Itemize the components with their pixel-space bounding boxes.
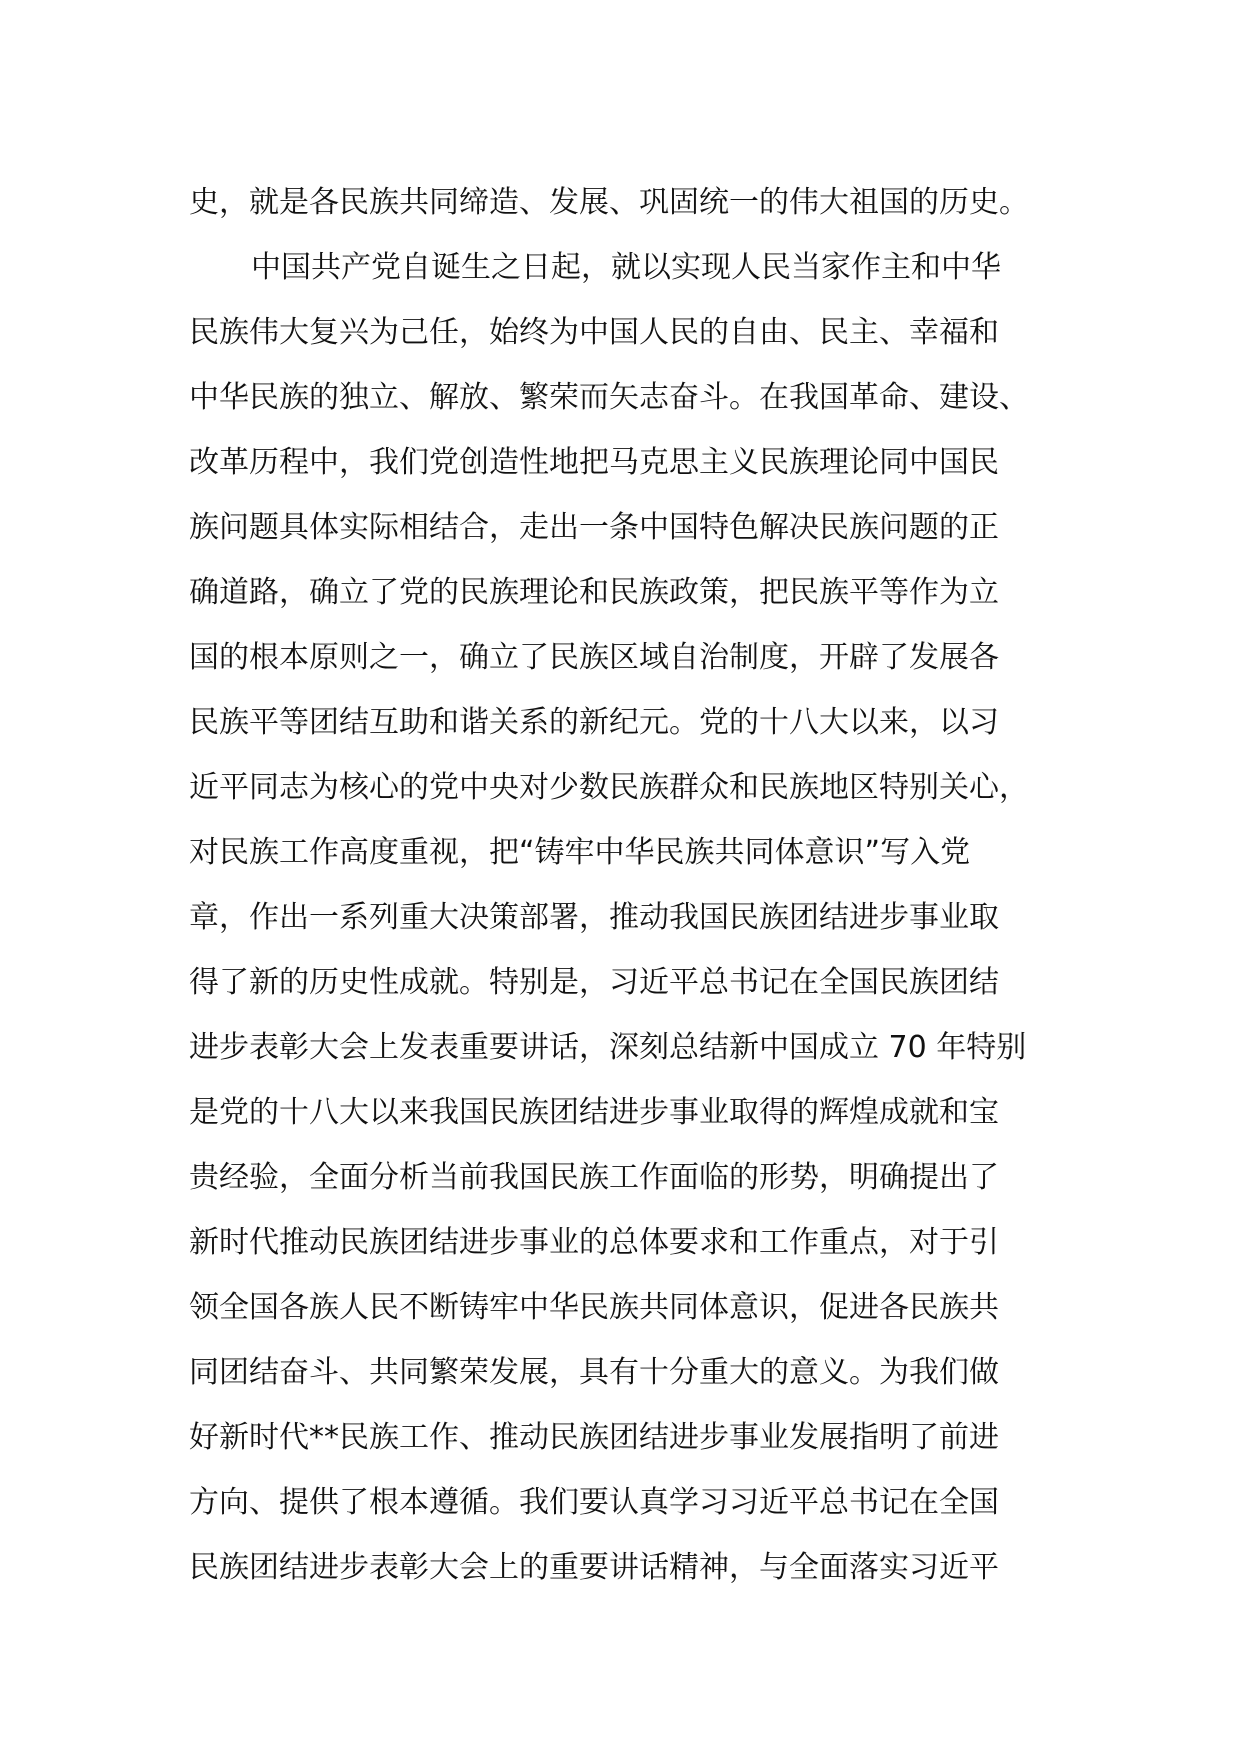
text-line: 民族平等团结互助和谐关系的新纪元。党的十八大以来，以习 [189,705,999,740]
text-line: 进步表彰大会上发表重要讲话，深刻总结新中国成立 70 年特别 [189,1030,1027,1065]
text-line: 领全国各族人民不断铸牢中华民族共同体意识，促进各民族共 [189,1290,999,1325]
text-line: 是党的十八大以来我国民族团结进步事业取得的辉煌成就和宝 [189,1095,999,1130]
text-line: 对民族工作高度重视，把“铸牢中华民族共同体意识”写入党 [189,835,971,870]
text-line: 同团结奋斗、共同繁荣发展，具有十分重大的意义。为我们做 [189,1355,999,1390]
text-line: 方向、提供了根本遵循。我们要认真学习习近平总书记在全国 [189,1485,999,1520]
text-line: 得了新的历史性成就。特别是，习近平总书记在全国民族团结 [189,965,999,1000]
text-line: 史，就是各民族共同缔造、发展、巩固统一的伟大祖国的历史。 [189,185,1029,220]
paragraph-start-line: 中国共产党自诞生之日起，就以实现人民当家作主和中华 [251,250,1001,285]
text-line: 民族团结进步表彰大会上的重要讲话精神，与全面落实习近平 [189,1550,999,1585]
text-line: 贵经验，全面分析当前我国民族工作面临的形势，明确提出了 [189,1160,999,1195]
text-line: 新时代推动民族团结进步事业的总体要求和工作重点，对于引 [189,1225,999,1260]
text-line: 近平同志为核心的党中央对少数民族群众和民族地区特别关心， [189,770,1029,805]
text-line: 章，作出一系列重大决策部署，推动我国民族团结进步事业取 [189,900,999,935]
text-line: 中华民族的独立、解放、繁荣而矢志奋斗。在我国革命、建设、 [189,380,1029,415]
text-line: 好新时代**民族工作、推动民族团结进步事业发展指明了前进 [189,1420,999,1455]
text-line: 国的根本原则之一，确立了民族区域自治制度，开辟了发展各 [189,640,999,675]
text-line: 确道路，确立了党的民族理论和民族政策，把民族平等作为立 [189,575,999,610]
text-line: 民族伟大复兴为己任，始终为中国人民的自由、民主、幸福和 [189,315,999,350]
body-text [189,170,1089,1600]
text-line: 族问题具体实际相结合，走出一条中国特色解决民族问题的正 [189,510,999,545]
text-line: 改革历程中，我们党创造性地把马克思主义民族理论同中国民 [189,445,999,480]
